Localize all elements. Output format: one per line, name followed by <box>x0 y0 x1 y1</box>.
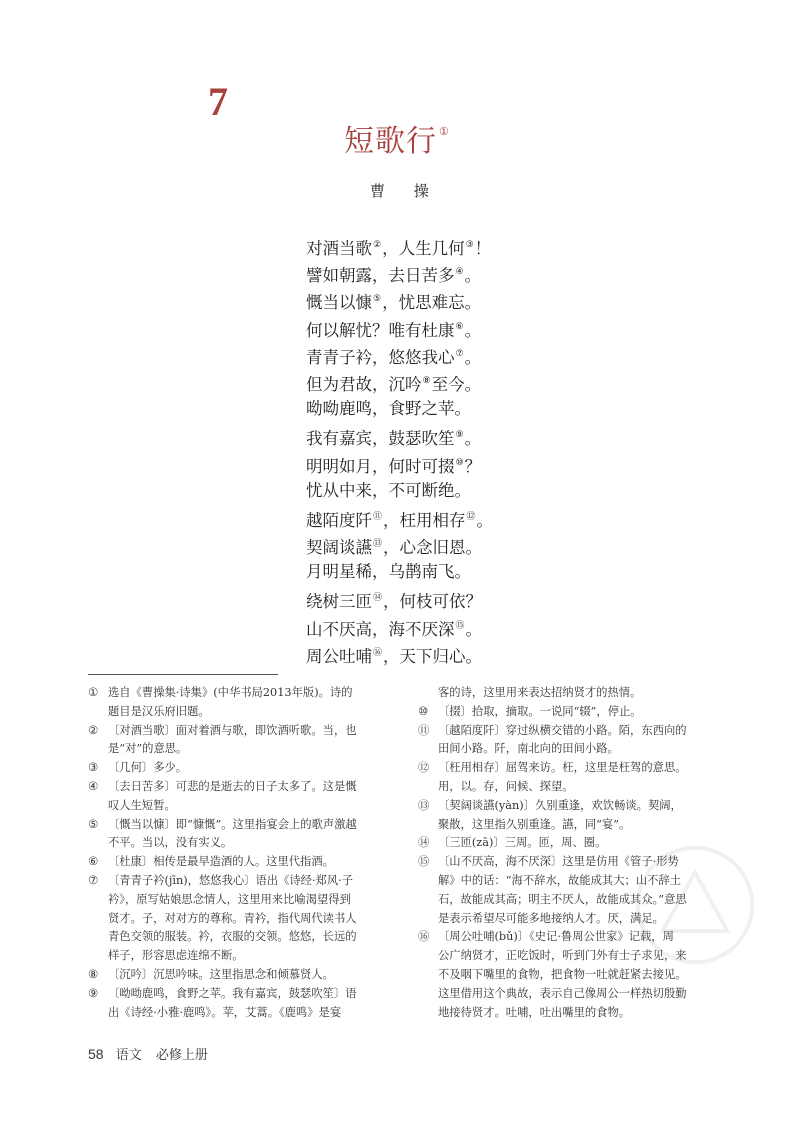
footnote-text: 衿》，原写姑娘思念情人，这里用来比喻渴望得到 <box>108 892 351 906</box>
footnote <box>88 684 378 703</box>
poem-text: 越陌度阡 <box>306 510 372 530</box>
watermark-logo <box>630 840 760 970</box>
poem-line <box>306 232 493 259</box>
footnote <box>418 703 708 722</box>
poem-text: ！ <box>474 239 492 258</box>
footnote-text: 〔周公吐哺(bǔ)〕《史记·鲁周公世家》记载，周 <box>438 930 674 944</box>
book-volume: 必修上册 <box>155 1048 208 1063</box>
footnote-text: 〔越陌度阡〕穿过纵横交错的小路。陌，东西向的 <box>438 723 687 737</box>
poem-text: 慨当以慷 <box>306 293 372 313</box>
poem-text: 绕树三匝 <box>306 592 372 612</box>
poem-text: 但为君故，沉吟 <box>306 374 422 394</box>
footnote-number: ⑦ <box>88 873 99 887</box>
poem-text: 月明星稀，乌鹊南飞。 <box>306 562 471 582</box>
poem-line <box>306 585 493 612</box>
footnote-text: 这里借用这个典故，表示自己像周公一样热切殷勤 <box>438 986 687 1000</box>
footnote <box>418 759 708 778</box>
footnote-number: ④ <box>88 779 99 793</box>
footnote-text: 用，以。存，问候、探望。 <box>438 779 574 793</box>
footnote-mark[interactable]: ⑬ <box>373 539 383 550</box>
footnote-text: 贤才。子，对对方的尊称。青衿，指代周代读书人 <box>108 911 357 925</box>
poem-text: ，何枝可依？ <box>383 592 483 612</box>
poem-body <box>306 232 493 667</box>
footnote-mark[interactable]: ⑯ <box>373 647 383 658</box>
footnote <box>88 722 378 741</box>
footnote-text: 是“对”的意思。 <box>108 742 188 756</box>
footnote-mark[interactable]: ⑪ <box>373 511 383 522</box>
footnote-text: 样子，形容思虑连绵不断。 <box>108 949 244 963</box>
footnote-text: 是表示希望尽可能多地接纳人才。厌，满足。 <box>438 911 664 925</box>
footnote-mark[interactable]: ⑭ <box>373 593 383 604</box>
footnote-number: ⑤ <box>88 817 99 831</box>
poem-text: ？ <box>464 456 482 476</box>
poem-line <box>306 368 493 395</box>
poem-text: ，人生几何 <box>382 239 465 258</box>
poem-line <box>306 504 493 531</box>
poem-text: ，天下归心。 <box>383 646 483 666</box>
footnote-number: ⑯ <box>418 930 430 944</box>
footnote-text: 选自《曹操集·诗集》(中华书局2013年版)。诗的 <box>108 686 353 699</box>
footnote-number: ⑬ <box>418 798 430 812</box>
poem-text: 何以解忧？唯有杜康 <box>306 320 455 340</box>
footnote-text: 〔掇〕拾取，摘取。一说同“辍”，停止。 <box>438 704 642 718</box>
footnote-mark[interactable]: ⑨ <box>455 430 464 441</box>
poem-text: ，忧思难忘。 <box>382 293 482 313</box>
footnote-number: ⑮ <box>418 855 430 869</box>
poem-text: 周公吐哺 <box>306 646 372 666</box>
footnotes-left-column <box>88 684 378 1022</box>
poem-line <box>306 259 493 286</box>
footnote-text: 〔慨当以慷〕即“慷慨”。这里指宴会上的歌声激越 <box>108 817 357 831</box>
poem-line <box>306 314 493 341</box>
footnote-number: ② <box>88 723 99 737</box>
footnote-text: 〔几何〕多少。 <box>108 761 188 775</box>
poem-line <box>306 341 493 368</box>
footnote-text: 〔山不厌高，海不厌深〕这里是仿用《管子·形势 <box>438 855 679 869</box>
footnote-text: 不平。当以，没有实义。 <box>108 836 233 850</box>
footnote-text: 出《诗经·小雅·鹿鸣》。苹，艾蒿。《鹿鸣》是宴 <box>108 1005 342 1019</box>
footnote-number: ⑭ <box>418 836 430 850</box>
poem-line <box>306 558 493 585</box>
footnote-text: 〔杜康〕相传是最早造酒的人。这里代指酒。 <box>108 855 334 869</box>
poem-text: 青青子衿，悠悠我心 <box>306 347 455 367</box>
footnote <box>88 853 378 872</box>
footnote-text: 石，故能成其高；明主不厌人，故能成其众。”意思 <box>438 892 687 906</box>
footnote-mark[interactable]: ④ <box>455 267 464 278</box>
poem-text: 。 <box>465 619 483 639</box>
footnote <box>88 966 378 985</box>
footnote-number: ⑪ <box>418 723 430 737</box>
poem-text: 契阔谈讌 <box>306 538 372 558</box>
footnote-text: 〔对酒当歌〕面对着酒与歌，即饮酒听歌。当，也 <box>108 723 357 737</box>
poem-line <box>306 395 493 422</box>
footnote-mark[interactable]: ③ <box>465 240 474 250</box>
footnote-text: 〔沉吟〕沉思吟味。这里指思念和倾慕贤人。 <box>108 967 334 981</box>
poem-line <box>306 640 493 667</box>
footnote-mark[interactable]: ⑩ <box>455 457 464 468</box>
footnote-mark[interactable]: ② <box>373 240 382 250</box>
title-footnote-mark[interactable]: ① <box>439 125 450 138</box>
footnote-mark[interactable]: ⑦ <box>455 348 464 359</box>
poem-text: 。 <box>464 266 482 286</box>
footnote-text: 公广纳贤才，正吃饭时，听到门外有士子求见，来 <box>438 949 687 963</box>
poem-line <box>306 422 493 449</box>
poem-line <box>306 286 493 313</box>
footnote <box>88 985 378 1004</box>
footnote <box>88 759 378 778</box>
footnote-text: 〔枉用相存〕屈驾来访。枉，这里是枉驾的意思。 <box>438 761 687 775</box>
footnote-text: 不及咽下嘴里的食物，把食物一吐就赶紧去接见。 <box>438 967 687 981</box>
footnote-text: 〔去日苦多〕可悲的是逝去的日子太多了。这是慨 <box>108 779 357 793</box>
poem-text: 我有嘉宾，鼓瑟吹笙 <box>306 429 455 449</box>
footnote-text: 青色交领的服装。衿，衣服的交领。悠悠，长远的 <box>108 930 357 944</box>
footnote-text: 聚散，这里指久别重逢。讌，同“宴”。 <box>438 817 631 831</box>
footnote-number: ⑫ <box>418 761 430 775</box>
footnote-mark[interactable]: ⑥ <box>455 321 464 332</box>
footnote-text: 题目是汉乐府旧题。 <box>108 704 210 718</box>
footnote-text: 〔青青子衿(jīn)，悠悠我心〕语出《诗经·郑风·子 <box>108 873 354 887</box>
poem-text: ，枉用相存 <box>383 510 466 530</box>
poem-text: 对酒当歌 <box>306 239 372 258</box>
poem-text: 。 <box>464 429 482 449</box>
footnote-number: ③ <box>88 761 99 775</box>
poem-line <box>306 531 493 558</box>
footnote-text: 〔三匝(zā)〕三周。匝，周、圈。 <box>438 836 607 850</box>
footnote-number: ⑧ <box>88 967 99 981</box>
footnote-text: 解》中的话：“海不辞水，故能成其大；山不辞土 <box>438 873 682 887</box>
footnote-divider <box>88 674 278 675</box>
footnote-text: 客的诗，这里用来表达招纳贤才的热情。 <box>438 686 642 699</box>
poem-text: 至今。 <box>431 374 482 394</box>
footnote <box>418 684 708 703</box>
footnote <box>88 778 378 797</box>
poem-text: 山不厌高，海不厌深 <box>306 619 455 639</box>
footnote-text: 〔契阔谈讌(yàn)〕久别重逢，欢饮畅谈。契阔， <box>438 798 682 812</box>
footnote-text: 叹人生短暂。 <box>108 798 176 812</box>
poem-text: ，心念旧恩。 <box>383 538 483 558</box>
poem-text: 呦呦鹿鸣，食野之苹。 <box>306 399 471 419</box>
author: 曹 操 <box>370 182 441 200</box>
footnote-number: ① <box>88 686 99 699</box>
poem-text: 。 <box>464 320 482 340</box>
poem-line <box>306 450 493 477</box>
page-footer <box>88 1044 208 1063</box>
footnote-number <box>418 684 438 703</box>
footnote-number: ⑩ <box>418 704 429 718</box>
footnote-mark[interactable]: ⑧ <box>422 375 431 386</box>
poem-text: 譬如朝露，去日苦多 <box>306 266 455 286</box>
footnote <box>418 797 708 816</box>
poem-text: 明明如月，何时可掇 <box>306 456 455 476</box>
footnote-text: 田间小路。阡，南北向的田间小路。 <box>438 742 619 756</box>
poem-text: 忧从中来，不可断绝。 <box>306 480 471 500</box>
footnote-text: 地接待贤才。吐哺，吐出嘴里的食物。 <box>438 1005 631 1019</box>
book-subject: 语文 <box>115 1048 142 1063</box>
footnote-text: 〔呦呦鹿鸣，食野之苹。我有嘉宾，鼓瑟吹笙〕语 <box>108 986 357 1000</box>
poem-text: 。 <box>464 347 482 367</box>
footnote <box>418 722 708 741</box>
poem-text: 。 <box>476 510 494 530</box>
page-number: 58 <box>88 1046 104 1062</box>
poem-line <box>306 613 493 640</box>
title-block <box>344 116 450 160</box>
poem-title: 短歌行 ① <box>344 124 450 159</box>
poem-line <box>306 477 493 504</box>
footnote-number: ⑥ <box>88 855 99 869</box>
footnote-number: ⑨ <box>88 986 99 1000</box>
footnote-mark[interactable]: ⑮ <box>455 620 465 631</box>
footnote <box>88 872 378 891</box>
lesson-number: 7 <box>208 79 228 124</box>
footnote-mark[interactable]: ⑫ <box>466 511 476 522</box>
footnote <box>88 816 378 835</box>
footnote-mark[interactable]: ⑤ <box>373 294 382 305</box>
